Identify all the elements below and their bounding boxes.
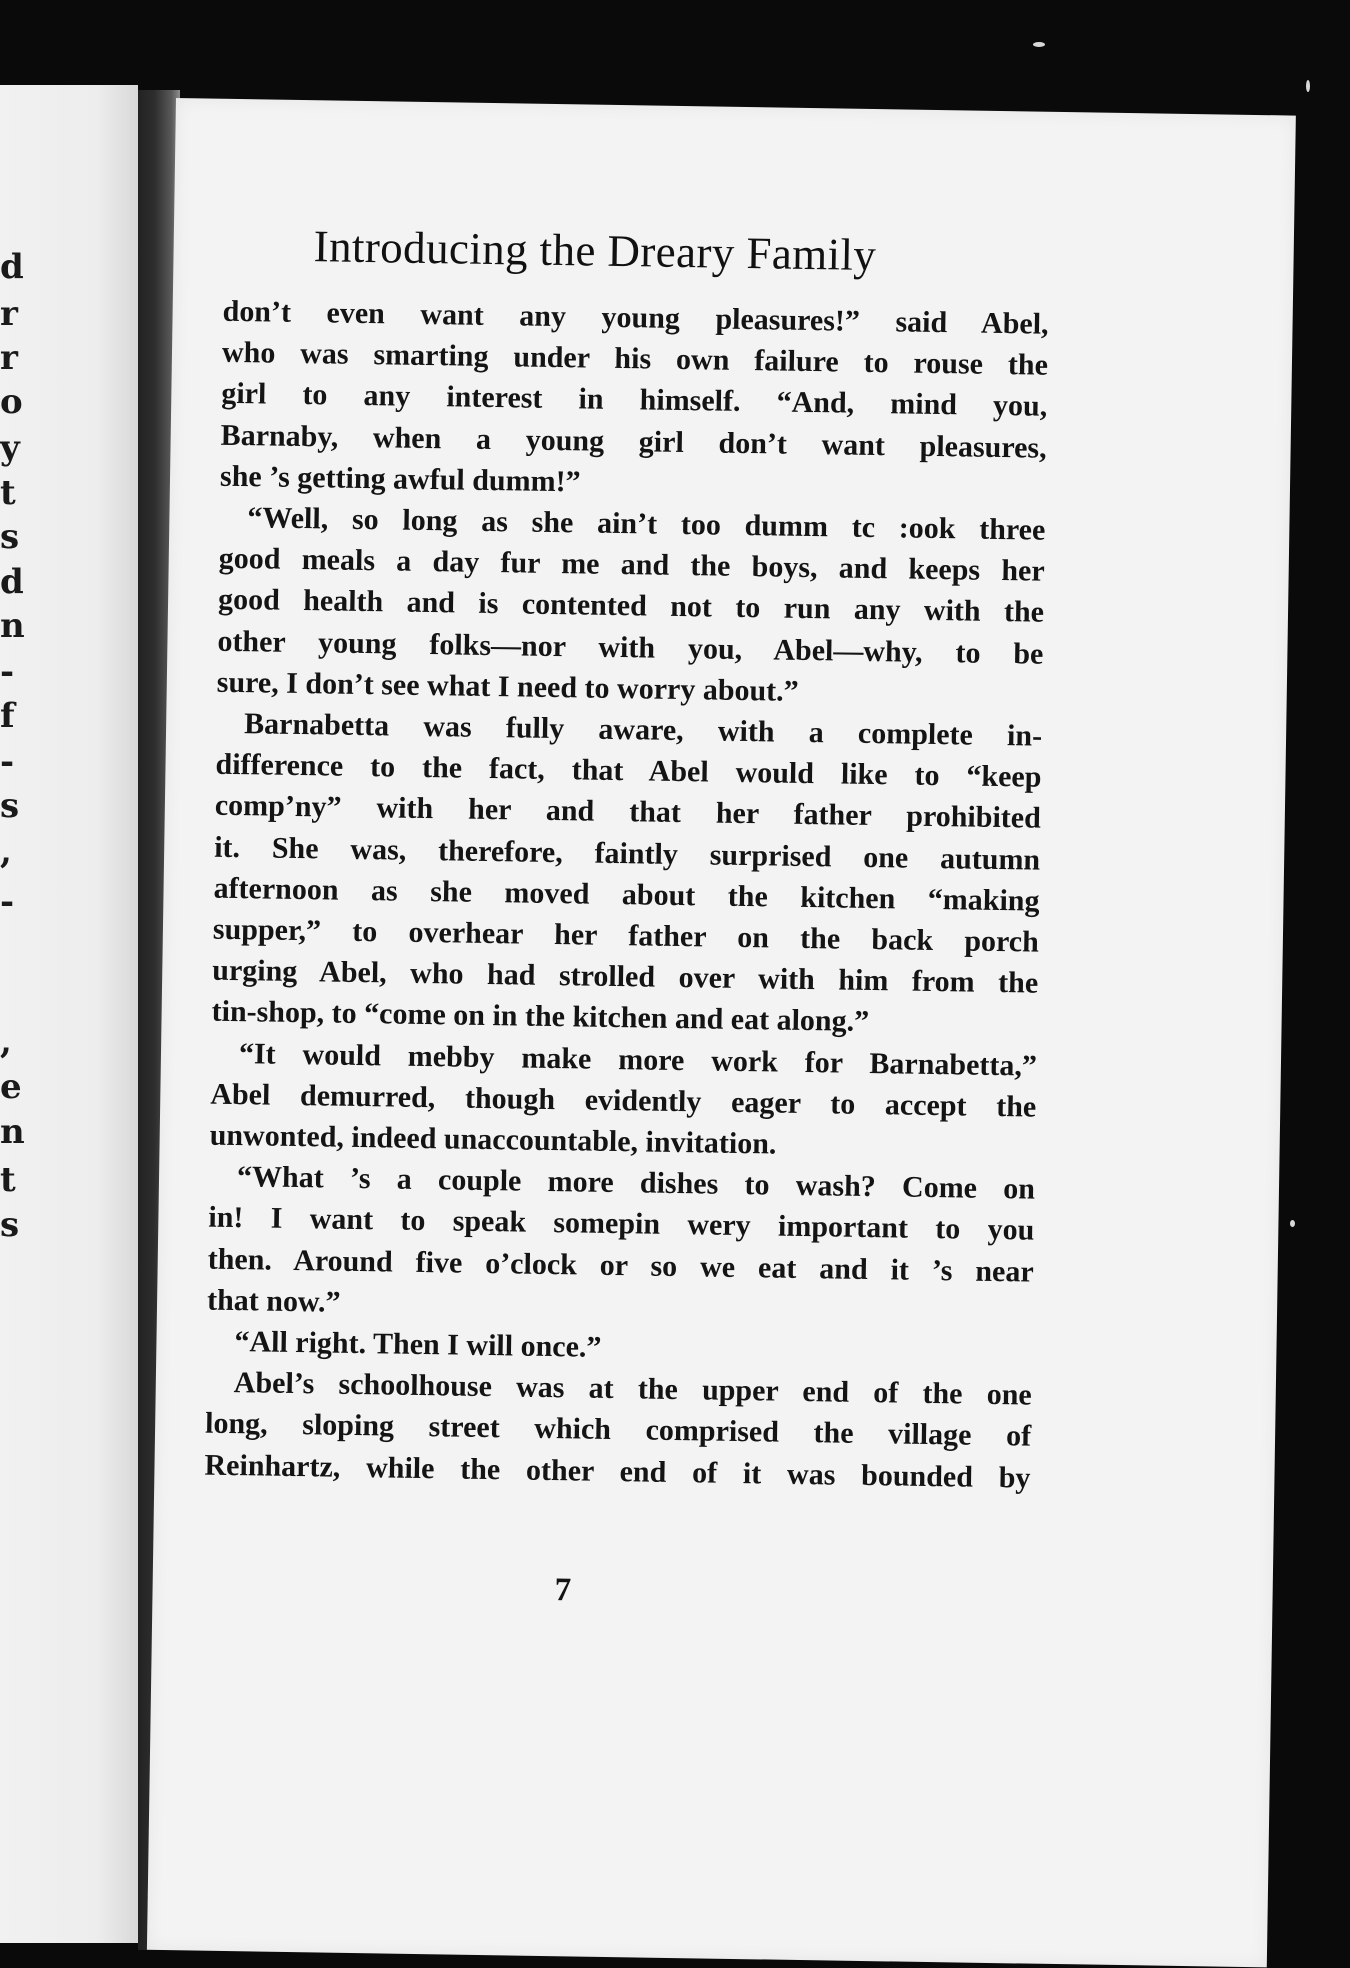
text-line: Abel demurred, though evidently eager to accept the xyxy=(210,1077,1037,1124)
text-line: long, sloping street which comprised the village of xyxy=(204,1407,1032,1454)
facing-page-fragment: e xyxy=(0,1067,22,1107)
right-page xyxy=(147,98,1296,1967)
text-line: in! I want to speak somepin wery important to you xyxy=(208,1201,1035,1248)
text-line: unwonted, indeed unaccountable, invitation. xyxy=(209,1118,777,1161)
text-line: Reinhartz, while the other end of it was bounded by xyxy=(204,1448,1031,1495)
text-line: Barnabetta was fully aware, with a complete in- xyxy=(243,707,1043,753)
text-line: urging Abel, who had strolled over with him from the xyxy=(212,953,1039,1000)
text-line: sure, I don’t see what I need to worry about.” xyxy=(216,665,799,708)
text-line: she ’s getting awful dumm!” xyxy=(219,459,581,499)
text-line: don’t even want any young pleasures!” said Abel, xyxy=(222,294,1049,341)
facing-page-fragment: d xyxy=(0,562,24,602)
body-text xyxy=(204,291,1049,1499)
text-line: “What ’s a couple more dishes to wash? Come on xyxy=(236,1160,1036,1206)
text-line: girl to any interest in himself. “And, mind you, xyxy=(221,377,1048,424)
text-line: Abel’s schoolhouse was at the upper end of the one xyxy=(233,1366,1032,1412)
text-line: difference to the fact, that Abel would like to “keep xyxy=(215,747,1042,794)
text-line: “All right. Then I will once.” xyxy=(234,1325,602,1364)
facing-page-fragment: f xyxy=(0,696,15,736)
text-line: tin-shop, to “come on in the kitchen and eat along.” xyxy=(211,995,870,1039)
dust-speck xyxy=(1290,1220,1295,1227)
text-line: Barnaby, when a young girl don’t want pleasures, xyxy=(220,418,1047,465)
text-line: “Well, so long as she ain’t too dumm tc :ook three xyxy=(247,501,1046,547)
facing-page-fragment: - xyxy=(0,742,15,782)
left-facing-page xyxy=(0,85,138,1943)
facing-page-fragment: - xyxy=(0,652,15,692)
facing-page-fragment: y xyxy=(0,428,20,468)
facing-page-fragment: n xyxy=(0,606,25,646)
facing-page-fragment: n xyxy=(0,1112,25,1152)
facing-page-fragment: o xyxy=(0,382,23,422)
text-line: other young folks—nor with you, Abel—why, to be xyxy=(217,624,1044,671)
facing-page-fragment: , xyxy=(0,1022,12,1062)
facing-page-fragment: r xyxy=(0,294,18,334)
facing-page-fragment: r xyxy=(0,338,18,378)
text-line: “It would mebby make more work for Barnabetta,” xyxy=(238,1036,1038,1083)
facing-page-fragment: d xyxy=(0,247,24,287)
text-line: comp’ny” with her and that her father prohibited xyxy=(214,789,1042,836)
running-head: Introducing the Dreary Family xyxy=(313,221,877,281)
facing-page-fragment: - xyxy=(0,882,15,922)
facing-page-fragment: t xyxy=(0,473,16,513)
text-line: then. Around five o’clock or so we eat and it ’s near xyxy=(207,1242,1034,1289)
facing-page-fragment: s xyxy=(0,1205,20,1245)
text-line: it. She was, therefore, faintly surprised one autumn xyxy=(213,830,1041,877)
text-line: supper,” to overhear her father on the back porch xyxy=(212,912,1040,959)
dust-speck xyxy=(1306,80,1310,92)
facing-page-fragment: s xyxy=(0,786,20,826)
text-line: that now.” xyxy=(206,1283,341,1319)
facing-page-fragment: t xyxy=(0,1160,16,1200)
facing-page-fragment: , xyxy=(0,832,12,872)
dust-speck xyxy=(1033,42,1045,47)
text-line: afternoon as she moved about the kitchen “making xyxy=(213,871,1040,918)
text-line: who was smarting under his own failure to rouse the xyxy=(221,335,1049,382)
page-number: 7 xyxy=(554,1572,572,1609)
facing-page-fragment: s xyxy=(0,517,20,557)
text-line: good health and is contented not to run any with the xyxy=(217,583,1045,630)
text-line: good meals a day fur me and the boys, and keeps her xyxy=(218,541,1045,588)
